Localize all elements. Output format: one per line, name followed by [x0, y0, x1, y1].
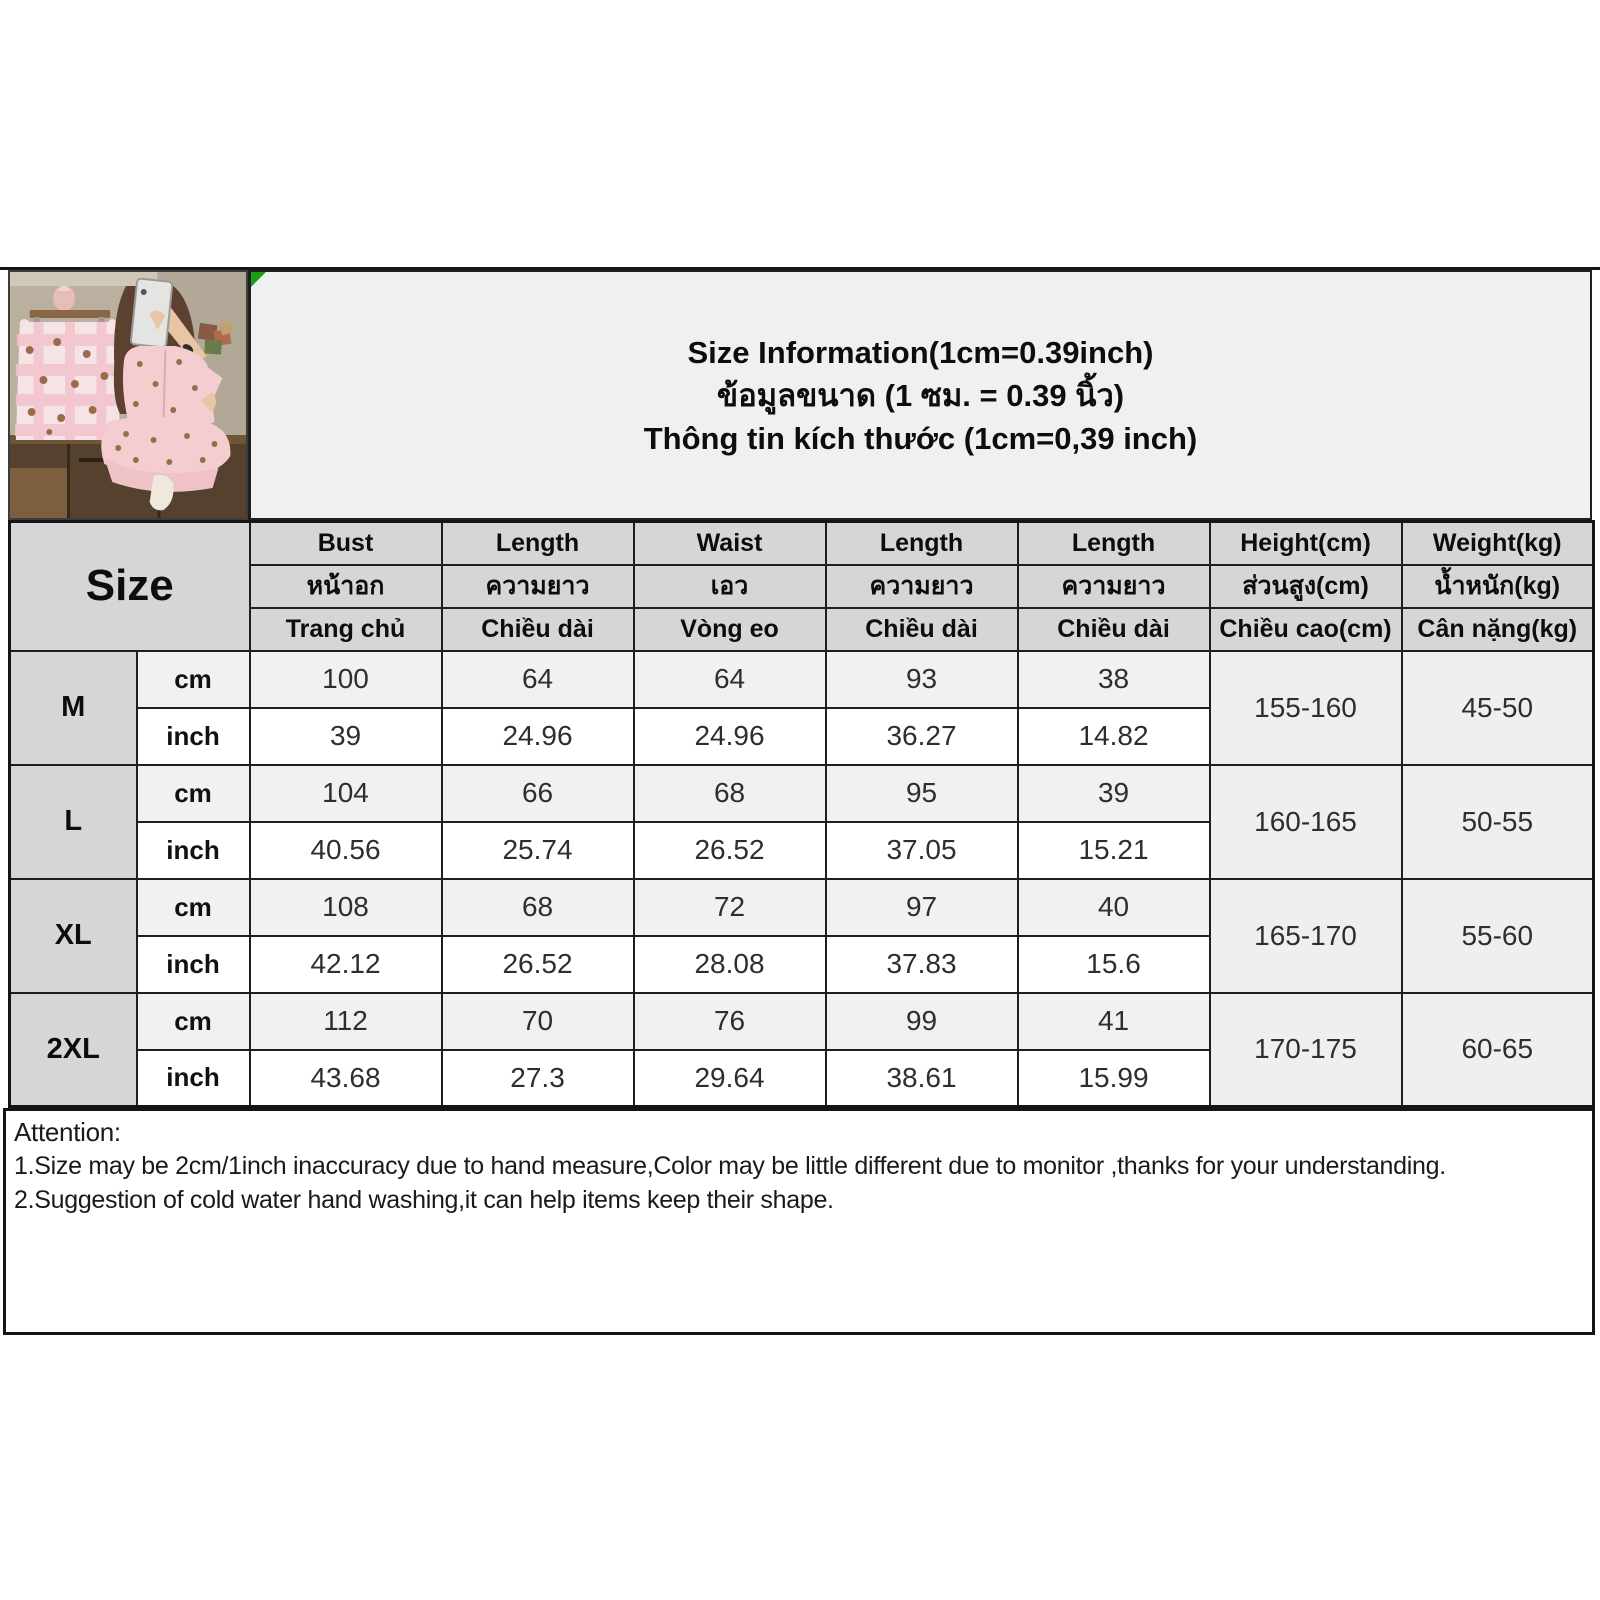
xl-inch-length1: 26.52: [442, 936, 634, 993]
l-inch-length3: 15.21: [1018, 822, 1210, 879]
header-length3-vi: Chiều dài: [1018, 608, 1210, 651]
2xl-height-range: 170-175: [1210, 993, 1402, 1107]
2xl-inch-length3: 15.99: [1018, 1050, 1210, 1107]
size-label-xl: XL: [10, 879, 137, 993]
xl-cm-waist: 72: [634, 879, 826, 936]
xl-inch-length3: 15.6: [1018, 936, 1210, 993]
m-height-range: 155-160: [1210, 651, 1402, 765]
xl-weight-range: 55-60: [1402, 879, 1594, 993]
size-label-l: L: [10, 765, 137, 879]
row-l-cm: [10, 765, 1594, 822]
2xl-inch-length2: 38.61: [826, 1050, 1018, 1107]
header-length1-th: ความยาว: [442, 565, 634, 608]
size-chart-sheet: [0, 267, 1600, 1335]
m-inch-length2: 36.27: [826, 708, 1018, 765]
attention-heading: Attention:: [14, 1117, 121, 1147]
m-inch-length3: 14.82: [1018, 708, 1210, 765]
size-table: [8, 520, 1595, 1108]
header-height-en: Height(cm): [1210, 522, 1402, 565]
header-weight-en: Weight(kg): [1402, 522, 1594, 565]
m-inch-waist: 24.96: [634, 708, 826, 765]
l-cm-length1: 66: [442, 765, 634, 822]
2xl-cm-length3: 41: [1018, 993, 1210, 1050]
l-weight-range: 50-55: [1402, 765, 1594, 879]
unit-cm: cm: [137, 993, 250, 1050]
xl-cm-bust: 108: [250, 879, 442, 936]
unit-inch: inch: [137, 708, 250, 765]
xl-cm-length3: 40: [1018, 879, 1210, 936]
m-cm-length3: 38: [1018, 651, 1210, 708]
header-length3-en: Length: [1018, 522, 1210, 565]
product-photo: [8, 270, 248, 520]
header-length1-vi: Chiều dài: [442, 608, 634, 651]
attention-note-2: 2.Suggestion of cold water hand washing,it can help items keep their shape.: [14, 1186, 834, 1214]
l-cm-waist: 68: [634, 765, 826, 822]
header-bust-th: หน้าอก: [250, 565, 442, 608]
row-m-cm: [10, 651, 1594, 708]
header-waist-th: เอว: [634, 565, 826, 608]
2xl-cm-waist: 76: [634, 993, 826, 1050]
title-english: Size Information(1cm=0.39inch): [687, 334, 1154, 370]
header-weight-th: น้ำหนัก(kg): [1402, 565, 1594, 608]
size-information-title-block: [248, 270, 1592, 520]
size-label-2xl: 2XL: [10, 993, 137, 1107]
header-bust-vi: Trang chủ: [250, 608, 442, 651]
header-bust-en: Bust: [250, 522, 442, 565]
l-inch-waist: 26.52: [634, 822, 826, 879]
m-inch-bust: 39: [250, 708, 442, 765]
m-cm-length1: 64: [442, 651, 634, 708]
size-label-m: M: [10, 651, 137, 765]
header-row-english: [10, 522, 1594, 565]
unit-inch: inch: [137, 1050, 250, 1107]
xl-inch-length2: 37.83: [826, 936, 1018, 993]
unit-cm: cm: [137, 765, 250, 822]
unit-inch: inch: [137, 822, 250, 879]
m-weight-range: 45-50: [1402, 651, 1594, 765]
unit-cm: cm: [137, 879, 250, 936]
l-height-range: 160-165: [1210, 765, 1402, 879]
l-cm-length2: 95: [826, 765, 1018, 822]
2xl-inch-waist: 29.64: [634, 1050, 826, 1107]
product-photo-illustration: [10, 272, 246, 518]
m-cm-bust: 100: [250, 651, 442, 708]
green-corner-flag-icon: [251, 272, 266, 287]
l-inch-length2: 37.05: [826, 822, 1018, 879]
l-inch-bust: 40.56: [250, 822, 442, 879]
header-height-th: ส่วนสูง(cm): [1210, 565, 1402, 608]
m-cm-length2: 93: [826, 651, 1018, 708]
l-cm-bust: 104: [250, 765, 442, 822]
xl-inch-bust: 42.12: [250, 936, 442, 993]
2xl-inch-bust: 43.68: [250, 1050, 442, 1107]
title-thai: ข้อมูลขนาด (1 ซม. = 0.39 นิ้ว): [716, 377, 1125, 413]
header-waist-vi: Vòng eo: [634, 608, 826, 651]
header-weight-vi: Cân nặng(kg): [1402, 608, 1594, 651]
attention-box: [3, 1108, 1595, 1335]
unit-cm: cm: [137, 651, 250, 708]
l-cm-length3: 39: [1018, 765, 1210, 822]
2xl-inch-length1: 27.3: [442, 1050, 634, 1107]
xl-height-range: 165-170: [1210, 879, 1402, 993]
l-inch-length1: 25.74: [442, 822, 634, 879]
header-length2-vi: Chiều dài: [826, 608, 1018, 651]
header-length3-th: ความยาว: [1018, 565, 1210, 608]
2xl-weight-range: 60-65: [1402, 993, 1594, 1107]
size-header-cell: Size: [10, 522, 250, 651]
unit-inch: inch: [137, 936, 250, 993]
header-height-vi: Chiều cao(cm): [1210, 608, 1402, 651]
header-length2-th: ความยาว: [826, 565, 1018, 608]
xl-cm-length2: 97: [826, 879, 1018, 936]
attention-note-1: 1.Size may be 2cm/1inch inaccuracy due to hand measure,Color may be little different due to monitor ,thanks for your understanding.: [14, 1152, 1446, 1180]
2xl-cm-bust: 112: [250, 993, 442, 1050]
m-inch-length1: 24.96: [442, 708, 634, 765]
xl-inch-waist: 28.08: [634, 936, 826, 993]
row-xl-cm: [10, 879, 1594, 936]
xl-cm-length1: 68: [442, 879, 634, 936]
title-vietnamese: Thông tin kích thước (1cm=0,39 inch): [643, 420, 1198, 456]
m-cm-waist: 64: [634, 651, 826, 708]
row-2xl-cm: [10, 993, 1594, 1050]
header-length2-en: Length: [826, 522, 1018, 565]
header-band: [8, 270, 1592, 520]
header-waist-en: Waist: [634, 522, 826, 565]
2xl-cm-length1: 70: [442, 993, 634, 1050]
2xl-cm-length2: 99: [826, 993, 1018, 1050]
header-length1-en: Length: [442, 522, 634, 565]
